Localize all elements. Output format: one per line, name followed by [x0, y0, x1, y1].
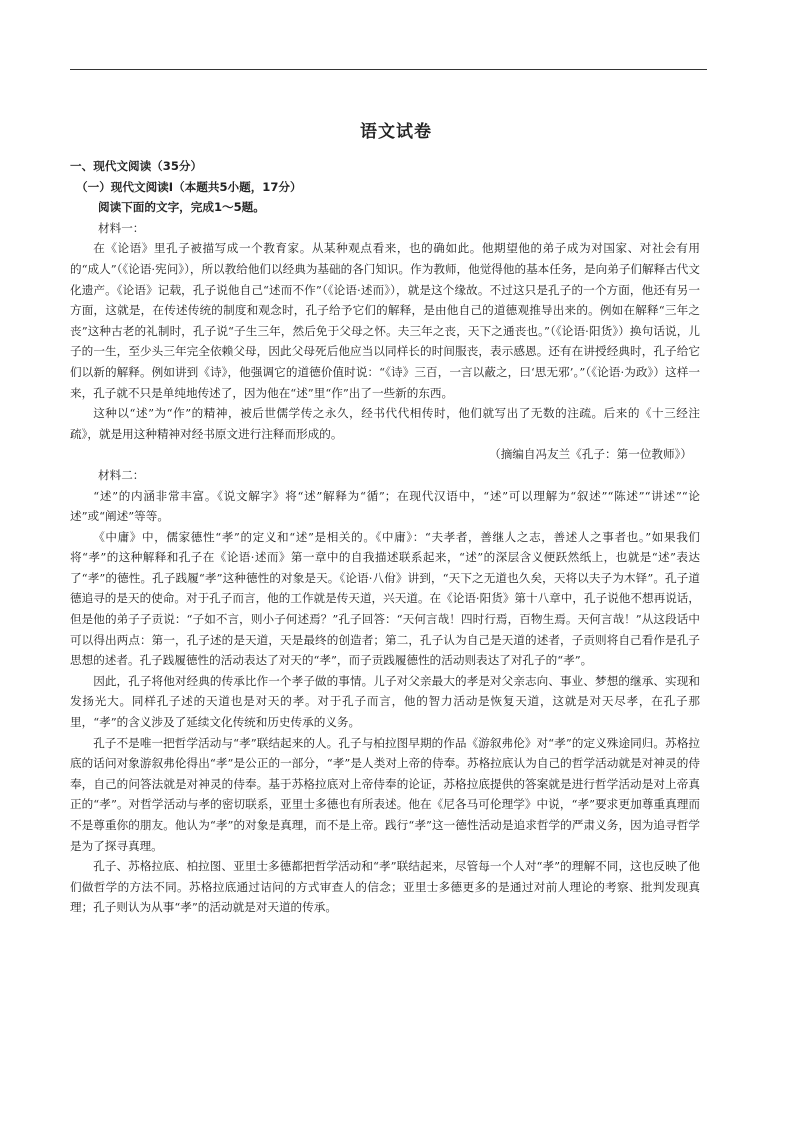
material1-label: 材料一： [98, 220, 145, 235]
page-title: 语文试卷 [360, 122, 432, 142]
material2-paragraph: 《中庸》中，儒家德性“孝”的定义和“述”是相关的。《中庸》：“夫孝者，善继人之志，善述人之事者也。”如果我们将“孝”的这种解释和孔子在《论语·述而》第一章中的自我描述联系起来，“述”的深层含义便跃然纸上，也就是“述”表达了“孝”的德性。孔子践履“孝”这种德性的对象是天。《论语·八佾》讲到，“天下之无道也久矣，天将以夫子为木铎”。孔子道德追寻的是天的使命。对于孔子而言，他的工作就是传天道，兴天道。在《论语·阳货》第十八章中，孔子说他不想再说话，但是他的弟子子贡说：“子如不言，则小子何述焉？”孔子回答：“天何言哉！四时行焉，百物生焉。天何言哉！”从这段话中可以得出两点：第一，孔子述的是天道，天是最终的创造者；第二，孔子认为自己是天道的述者，子贡则将自己看作是孔子思想的述者。孔子践履德性的活动表达了对天的“孝”，而子贡践履德性的活动则表达了对孔子的“孝”。 [70, 529, 700, 668]
material1-paragraph: 这种以“述”为“作”的精神，被后世儒学传之永久，经书代代相传时，他们就写出了无数的注疏。后来的《十三经注疏》，就是用这种精神对经书原文进行注释而形成的。 [70, 406, 700, 441]
material2-paragraph: “述”的内涵非常丰富。《说文解字》将“述”解释为“循”；在现代汉语中，“述”可以理解为“叙述”“陈述”“讲述”“论述”或“阐述”等等。 [70, 488, 700, 524]
subsection-heading: （一）现代文阅读Ⅰ（本题共5小题，17分） [76, 179, 302, 194]
header-rule [70, 69, 707, 70]
section-heading: 一、现代文阅读（35分） [70, 159, 203, 173]
exam-body [70, 156, 700, 918]
instruction: 阅读下面的文字，完成1～5题。 [98, 200, 265, 215]
material2-paragraph: 因此，孔子将他对经典的传承比作一个孝子做的事情。儿子对父亲最大的孝是对父亲志向、事业、梦想的继承、实现和发扬光大。同样孔子述的天道也是对天的孝。对于孔子而言，他的智力活动是恢复天道，这就是对天尽孝，在孔子那里，“孝”的含义涉及了延续文化传统和历史传承的义务。 [70, 673, 700, 730]
material2-label: 材料二： [98, 467, 145, 482]
material1-paragraph: 在《论语》里孔子被描写成一个教育家。从某种观点看来，也的确如此。他期望他的弟子成为对国家、对社会有用的“成人”（《论语·宪问》），所以教给他们以经典为基础的各门知识。作为教师，他觉得他的基本任务，是向弟子们解释古代文化遗产。《论语》记载，孔子说他自己“述而不作”（《论语·述而》），就是这个缘故。不过这只是孔子的一个方面，他还有另一方面，这就是，在传述传统的制度和观念时，孔子给予它们的解释，是由他自己的道德观推导出来的。例如在解释“三年之丧”这种古老的礼制时，孔子说“子生三年，然后免于父母之怀。夫三年之丧，天下之通丧也。”（《论语·阳货》）换句话说，儿子的一生，至少头三年完全依赖父母，因此父母死后他应当以同样长的时间服丧，表示感恩。还有在讲授经典时，孔子给它们以新的解释。例如讲到《诗》，他强调它的道德价值时说：“《诗》三百，一言以蔽之，曰‘思无邪’。”（《论语·为政》）这样一来，孔子就不只是单纯地传述了，因为他在“述”里“作”出了一些新的东西。 [70, 241, 700, 400]
material1-source: （摘编自冯友兰《孔子：第一位教师》） [489, 447, 692, 462]
material2-paragraph: 孔子、苏格拉底、柏拉图、亚里士多德都把哲学活动和“孝”联结起来，尽管每一个人对“孝”的理解不同，这也反映了他们做哲学的方法不同。苏格拉底通过诘问的方式审查人的信念；亚里士多德更多的是通过对前人理论的考察、批判发现真理；孔子则认为从事“孝”的活动就是对天道的传承。 [70, 859, 700, 915]
material2-paragraph: 孔子不是唯一把哲学活动与“孝”联结起来的人。孔子与柏拉图早期的作品《游叙弗伦》对“孝”的定义殊途同归。苏格拉底的话问对象游叙弗伦得出“孝”是公正的一部分，“孝”是人类对上帝的侍奉。苏格拉底认为自己的哲学活动就是对神灵的侍奉，自己的问答法就是对神灵的侍奉。基于苏格拉底对上帝侍奉的论证，苏格拉底提供的答案就是进行哲学活动是对上帝真正的“孝”。对哲学活动与孝的密切联系，亚里士多德也有所表述。他在《尼各马可伦理学》中说，“孝”要求更加尊重真理而不是尊重你的朋友。他认为“孝”的对象是真理，而不是上帝。践行“孝”这一德性活动是追求哲学的严肃义务，因为追寻哲学是为了探寻真理。 [70, 735, 700, 853]
